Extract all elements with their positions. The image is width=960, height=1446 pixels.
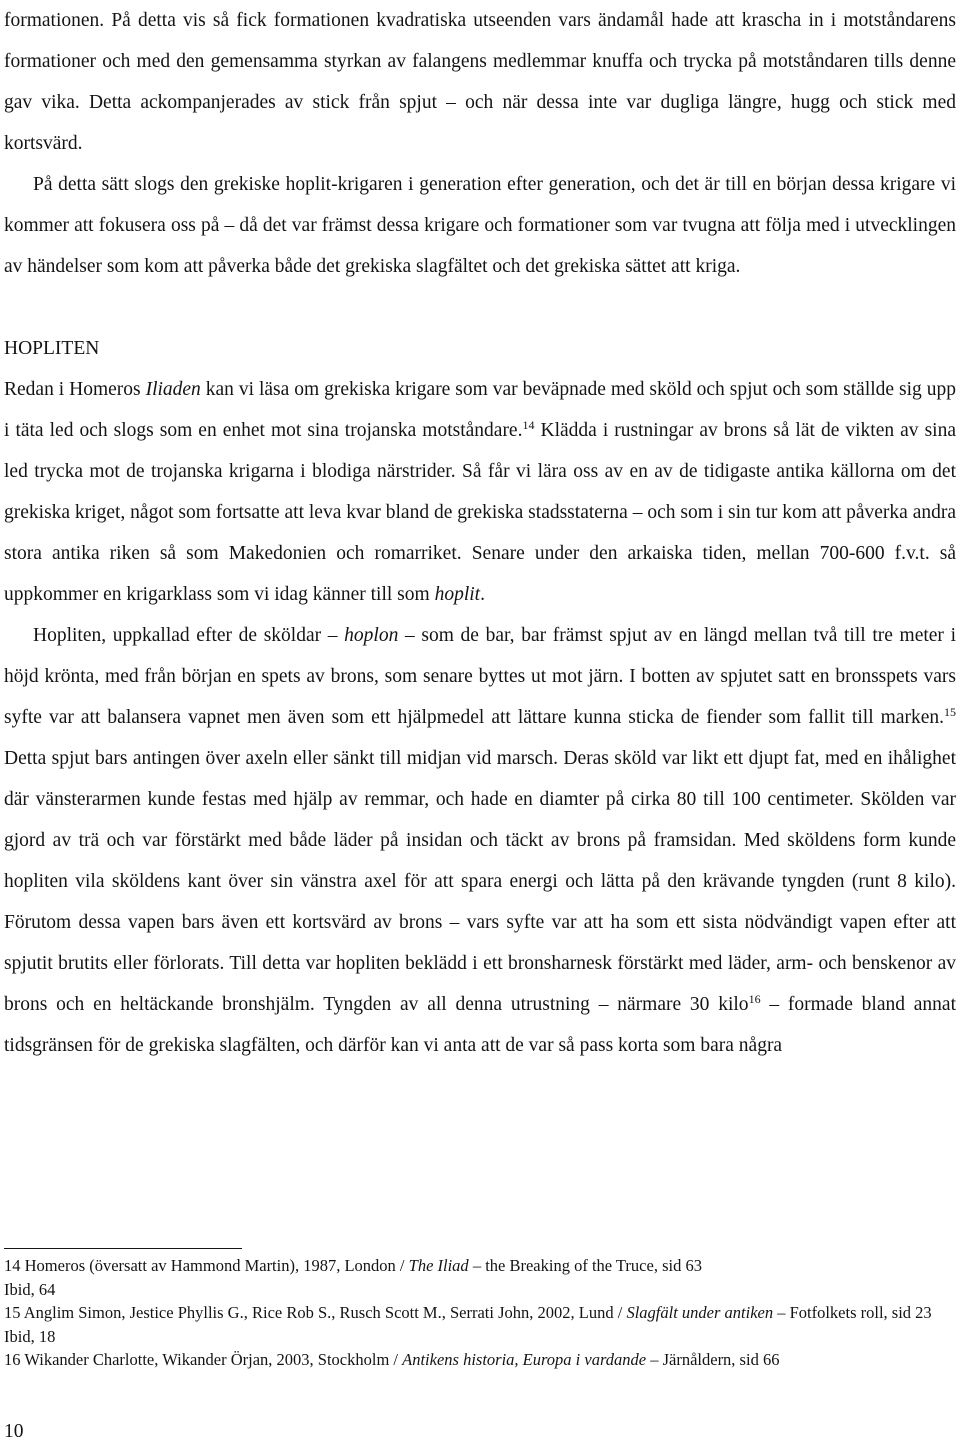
footnote-ibid-64: Ibid, 64 xyxy=(4,1279,56,1299)
paragraph-equipment: Hopliten, uppkallad efter de sköldar – hoplon – som de bar, bar främst spjut av en längd mellan två till tre meter i höjd krönta, med från början en spets av brons, som senare byttes ut mot järn. I botten av spjutet satt en bronsspets vars syfte var att balansera vapnet men även som ett hjälpmedel att lättare kunna sticka de fiender som fallit till marken.$^{15}$ Detta spjut bars antingen över axeln eller sänkt till midjan vid marsch. Deras sköld var likt ett djupt fat, med en ihålighet där vänsterarmen kunde festas med hjälp av remmar, och hade en diamter på cirka 80 till 100 centimeter. Skölden var gjord av trä och var förstärkt med både läder på insidan och täckt av brons på framsidan. Med sköldens form kunde hopliten vila sköldens kant över sin vänstra axel för att spara energi och lätta på den krävande tyngden (runt 8 kilo). Förutom dessa vapen bars även ett kortsvärd av brons – vars syfte var att ha som ett sista nödvändigt vapen efter att spjutit brutits eller förlorats. Till detta var hopliten beklädd i ett bronsharnesk förstärkt med läder, arm- och benskenor av brons och en heltäckande bronshjälm. Tyngden av all denna utrustning – närmare 30 kilo$^{16}$ – formade bland annat tidsgränsen för de grekiska slagfälten, och därför kan vi anta att de var så pass korta som bara några xyxy=(4,625,957,1056)
footnote-ref-15[interactable]: 15 xyxy=(944,705,956,719)
footnote-ref-14[interactable]: 14 xyxy=(522,418,535,432)
italic-hoplit: hoplit xyxy=(434,584,481,605)
paragraph-formation: formationen. På detta vis så fick formationen kvadratiska utseenden vars ändamål hade att krascha in i motståndarens formationer och med den gemensamma styrkan av falangens medlemmar knuffa och trycka på motståndaren tills denne gav vika. Detta ackompanjerades av stick från spjut – och när dessa inte var dugliga längre, hugg och stick med kortsvärd. xyxy=(4,10,956,154)
footnote-16: 16 Wikander Charlotte, Wikander Örjan, 2003, Stockholm / Antikens historia, Europa i vardande – Järnåldern, sid 66 xyxy=(4,1350,780,1369)
section-heading: HOPLITEN xyxy=(4,338,100,359)
footnote-14: 14 Homeros (översatt av Hammond Martin), 1987, London / The Iliad – the Breaking of the Truce, sid 63 xyxy=(4,1256,702,1275)
footnote-separator xyxy=(4,1248,242,1249)
footnotes xyxy=(4,1254,956,1372)
footnote-ref-16[interactable]: 16 xyxy=(748,992,761,1006)
paragraph-iliad: Redan i Homeros Iliaden kan vi läsa om grekiska krigare som var beväpnade med sköld och spjut och som ställde sig upp i täta led och slogs som en enhet mot sina trojanska motståndare.$^{14}$ Klädda i rustningar av brons så lät de vikten av sina led trycka mot de trojanska krigarna i blodiga närstrider. Så får vi lära oss av en av de tidigaste antika källorna om det grekiska kriget, något som fortsatte att leva kvar bland de grekiska stadsstaterna – och som i sin tur kom att påverka andra stora antika riken så som Makedonien och romarriket. Senare under den arkaiska tiden, mellan 700-600 f.v.t. så uppkommer en krigarklass som vi idag känner till som hoplit. xyxy=(4,379,956,605)
footnote-15: 15 Anglim Simon, Jestice Phyllis G., Rice Rob S., Rusch Scott M., Serrati John, 2002, Lund / Slagfält under antiken – Fotfolkets roll, sid 23 xyxy=(4,1303,932,1322)
italic-hoplon: hoplon xyxy=(344,625,399,646)
body-text xyxy=(4,0,956,1066)
page-number: 10 xyxy=(4,1421,24,1442)
paragraph-hoplite-generations: På detta sätt slogs den grekiske hoplit-krigaren i generation efter generation, och det är till en början dessa krigare vi kommer att fokusera oss på – då det var främst dessa krigare och formationer som var tvugna att följa med i utvecklingen av händelser som kom att påverka både det grekiska slagfältet och det grekiska sättet att kriga. xyxy=(4,174,956,277)
footnote-ibid-18: Ibid, 18 xyxy=(4,1326,56,1346)
italic-iliaden: Iliaden xyxy=(145,379,201,400)
